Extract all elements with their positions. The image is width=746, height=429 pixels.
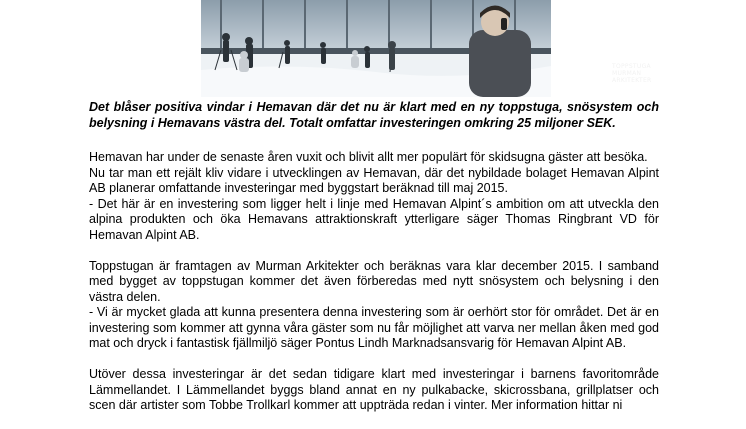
ski-slope-scene: [201, 0, 551, 97]
lead-paragraph: Det blåser positiva vindar i Hemavan där det nu är klart med en ny toppstuga, snösystem och belysning i Hemavans västra del. Totalt omfattar investeringen omkring 25 miljoner SEK.: [89, 100, 659, 130]
body-paragraph: [89, 367, 659, 414]
caption-line-2: MURMAN ARKITEKTER: [612, 70, 652, 84]
caption-line-1: TOPPSTUGA: [612, 63, 651, 70]
paragraph-line: Utöver dessa investeringar är det sedan tidigare klart med investeringar i barnens favoritområde Lämmellandet. I Lämmellandet byggs bland annat en ny pulkabacke, skicrossbana, grillplatser och scen där artister som Tobbe Trollkarl kommer att uppträda redan i vinter. Mer information hittar ni: [89, 367, 659, 412]
body-paragraph: [89, 150, 659, 243]
paragraph-line: Hemavan har under de senaste åren vuxit och blivit allt mer populärt för skidsugna gäster att besöka.: [89, 150, 648, 164]
paragraph-line: Toppstugan är framtagen av Murman Arkitekter och beräknas vara klar december 2015. I samband med bygget av toppstugan kommer det även förberedas med nytt snösystem och belysning i den västra delen.: [89, 258, 659, 304]
paragraph-line: - Vi är mycket glada att kunna presentera denna investering som är oerhört stor för området. Det är en investering som kommer att gynna våra gäster som nu får möjlighet att varva ner mellan åken med god mat och dryck i fantastisk fjällmiljö säger Pontus Lindh Marknadsansvarig för Hemavan Alpint AB.: [89, 305, 659, 350]
article-body: [89, 150, 659, 429]
paragraph-line: - Det här är en investering som ligger helt i linje med Hemavan Alpint´s ambition om att utveckla den alpina produkten och öka Hemavans attraktionskraft ytterligare säger Thomas Ringbrant VD för Hemavan Alpint AB.: [89, 196, 659, 242]
image-overlay-caption: [612, 63, 652, 84]
body-paragraph: [89, 259, 659, 352]
paragraph-line: Nu tar man ett rejält kliv vidare i utvecklingen av Hemavan, där det nybildade bolaget Hemavan Alpint AB planerar omfattande investeringar med byggstart beräknad till maj 2015.: [89, 165, 659, 195]
toppstuga-rendering-image: [201, 0, 652, 97]
